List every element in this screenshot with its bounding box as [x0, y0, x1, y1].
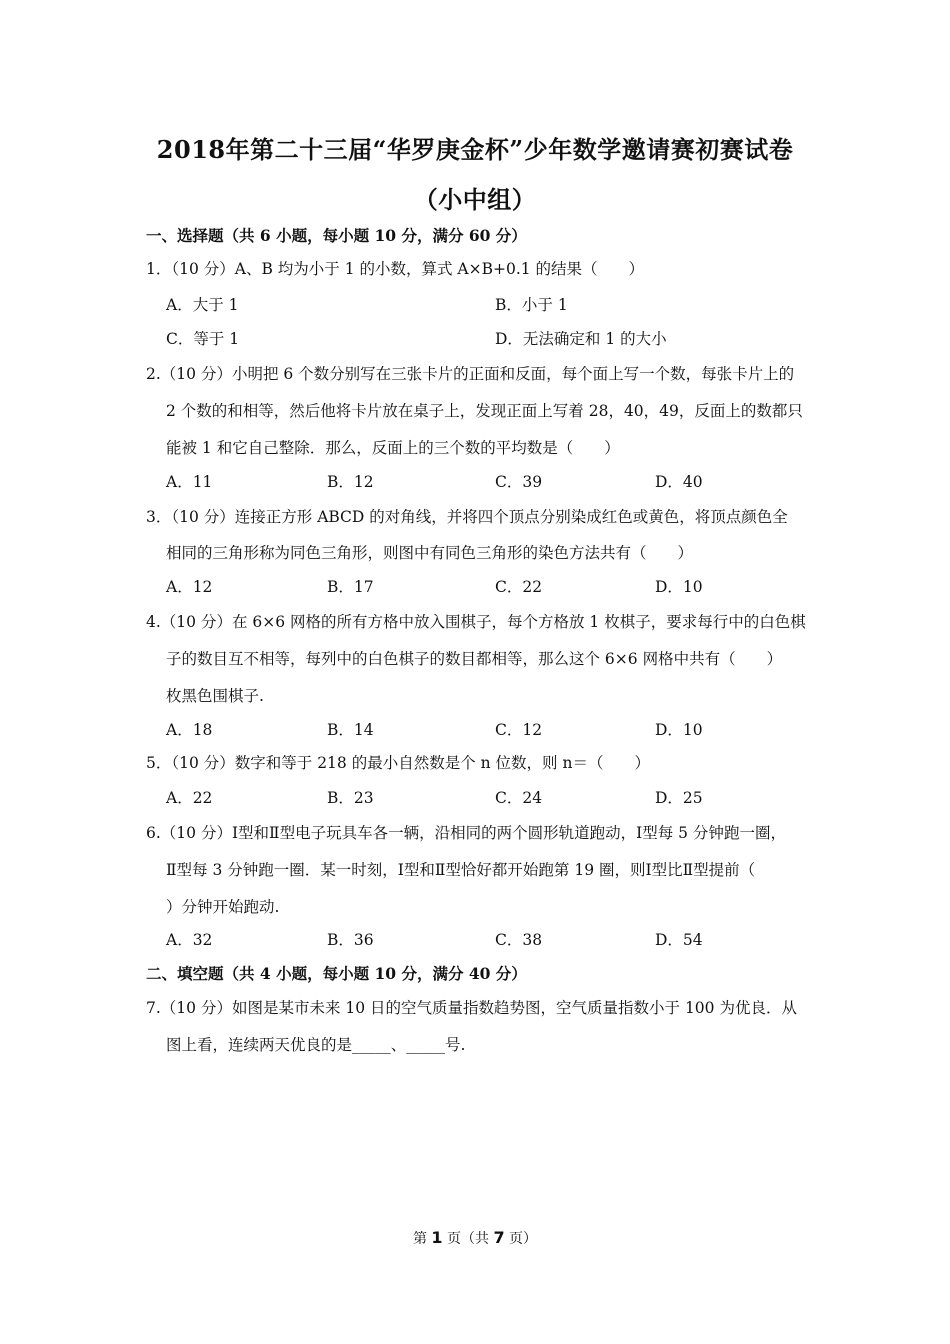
- question-4-line: 枚黑色围棋子.: [166, 687, 264, 705]
- question-3-option-b: B．17: [327, 578, 374, 596]
- question-5-option-a: A．22: [166, 789, 213, 807]
- question-2-line: 2.（10 分）小明把 6 个数分别写在三张卡片的正面和反面，每个面上写一个数，每张卡片上的: [146, 365, 795, 383]
- question-6-line: ）分钟开始跑动.: [166, 898, 280, 916]
- footer-suffix: 页）: [504, 1231, 538, 1247]
- question-4-line: 4.（10 分）在 6×6 网格的所有方格中放入围棋子，每个方格放 1 枚棋子，要求每行中的白色棋: [146, 613, 806, 631]
- question-5-option-b: B．23: [327, 789, 374, 807]
- question-2-line: 2 个数的和相等，然后他将卡片放在桌子上，发现正面上写着 28，40，49，反面上的数都只: [166, 402, 803, 420]
- question-4-option-b: B．14: [327, 721, 374, 739]
- question-6-line: 6.（10 分）Ⅰ型和Ⅱ型电子玩具车各一辆，沿相同的两个圆形轨道跑动，Ⅰ型每 5 分钟跑一圈，: [146, 824, 786, 842]
- question-1-option-b: B．小于 1: [495, 296, 568, 314]
- page-footer: [0, 1228, 950, 1249]
- question-5-option-d: D．25: [655, 789, 703, 807]
- question-2-option-c: C．39: [495, 473, 543, 491]
- question-4-option-d: D．10: [655, 721, 703, 739]
- page-title: 2018年第二十三届“华罗庚金杯”少年数学邀请赛初赛试卷: [156, 135, 794, 164]
- question-1-option-a: A．大于 1: [166, 296, 239, 314]
- question-4-option-c: C．12: [495, 721, 543, 739]
- page-subtitle: （小中组）: [413, 185, 537, 214]
- question-3-option-a: A．12: [166, 578, 213, 596]
- section-heading-choice: 一、选择题（共 6 小题，每小题 10 分，满分 60 分）: [146, 226, 527, 245]
- footer-page-number: 1: [431, 1228, 443, 1247]
- question-3-line: 相同的三角形称为同色三角形，则图中有同色三角形的染色方法共有（ ）: [166, 544, 694, 562]
- question-7-line: 7.（10 分）如图是某市未来 10 日的空气质量指数趋势图，空气质量指数小于 100 为优良．从: [146, 999, 797, 1017]
- footer-total-pages: 7: [493, 1228, 505, 1247]
- question-5-option-c: C．24: [495, 789, 543, 807]
- question-3-line: 3．（10 分）连接正方形 ABCD 的对角线，并将四个顶点分别染成红色或黄色，将顶点颜色全: [146, 508, 788, 526]
- question-6-option-d: D．54: [655, 931, 703, 949]
- question-2-option-d: D．40: [655, 473, 703, 491]
- question-2-option-a: A．11: [166, 473, 213, 491]
- question-3-option-d: D．10: [655, 578, 703, 596]
- footer-prefix: 第: [412, 1231, 432, 1247]
- question-1-option-d: D．无法确定和 1 的大小: [495, 330, 667, 348]
- question-2-line: 能被 1 和它自己整除．那么，反面上的三个数的平均数是（ ）: [166, 439, 620, 457]
- question-1-option-c: C．等于 1: [166, 330, 240, 348]
- question-6-option-c: C．38: [495, 931, 543, 949]
- question-2-option-b: B．12: [327, 473, 374, 491]
- question-6-option-b: B．36: [327, 931, 374, 949]
- question-4-line: 子的数目互不相等，每列中的白色棋子的数目都相等，那么这个 6×6 网格中共有（ ）: [166, 650, 783, 668]
- question-7-line: 图上看，连续两天优良的是_____、_____号.: [166, 1036, 466, 1054]
- question-4-option-a: A．18: [166, 721, 213, 739]
- question-1-stem: 1．（10 分）A、B 均为小于 1 的小数，算式 A×B+0.1 的结果（ ）: [146, 260, 645, 278]
- footer-middle: 页（共: [442, 1231, 494, 1247]
- section-heading-fill: 二、填空题（共 4 小题，每小题 10 分，满分 40 分）: [146, 964, 527, 983]
- question-6-option-a: A．32: [166, 931, 213, 949]
- question-6-line: Ⅱ型每 3 分钟跑一圈．某一时刻，Ⅰ型和Ⅱ型恰好都开始跑第 19 圈，则Ⅰ型比Ⅱ型提前（: [166, 861, 756, 879]
- question-5-stem: 5．（10 分）数字和等于 218 的最小自然数是个 n 位数，则 n＝（ ）: [146, 754, 650, 772]
- question-3-option-c: C．22: [495, 578, 543, 596]
